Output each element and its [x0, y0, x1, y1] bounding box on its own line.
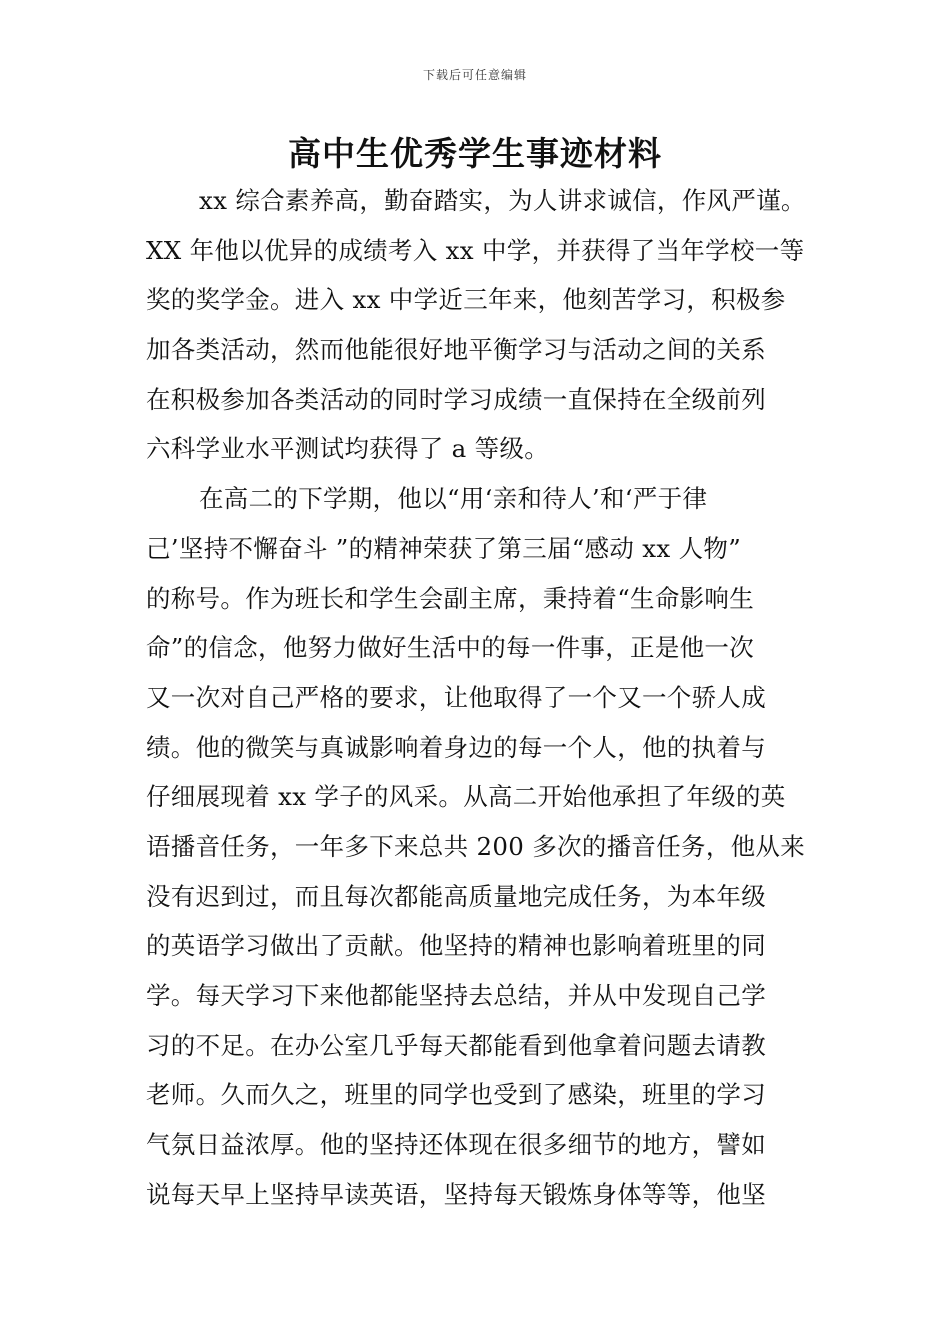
paragraph-2: [146, 474, 816, 1219]
paragraph-line: 又一次对自己严格的要求，让他取得了一个又一个骄人成: [146, 682, 766, 712]
paragraph-line: 奖的奖学金。进入 xx 中学近三年来，他刻苦学习，积极参: [146, 285, 786, 315]
paragraph-line: 习的不足。在办公室几乎每天都能看到他拿着问题去请教: [146, 1030, 766, 1060]
paragraph-1: [146, 176, 816, 474]
paragraph-line: 加各类活动，然而他能很好地平衡学习与活动之间的关系: [146, 335, 766, 365]
document-body: [146, 176, 816, 1219]
paragraph-line: 老师。久而久之，班里的同学也受到了感染，班里的学习: [146, 1080, 766, 1110]
paragraph-line: 六科学业水平测试均获得了 a 等级。: [146, 434, 550, 464]
paragraph-line: XX 年他以优异的成绩考入 xx 中学，并获得了当年学校一等: [146, 235, 805, 265]
paragraph-line: xx 综合素养高，勤奋踏实，为人讲求诚信，作风严谨。: [199, 186, 806, 215]
paragraph-line: 气氛日益浓厚。他的坚持还体现在很多细节的地方，譬如: [146, 1130, 766, 1160]
document-title: 高中生优秀学生事迹材料: [288, 134, 662, 173]
paragraph-line: 没有迟到过，而且每次都能高质量地完成任务，为本年级: [146, 881, 766, 911]
paragraph-line: 说每天早上坚持早读英语，坚持每天锻炼身体等等，他坚: [146, 1179, 766, 1209]
paragraph-line: 的英语学习做出了贡献。他坚持的精神也影响着班里的同: [146, 931, 766, 961]
paragraph-line: 己’坚持不懈奋斗 ”的精神荣获了第三届“感动 xx 人物”: [146, 533, 742, 563]
paragraph-line: 绩。他的微笑与真诚影响着身边的每一个人，他的执着与: [146, 732, 766, 762]
paragraph-line: 语播音任务，一年多下来总共 200 多次的播音任务，他从来: [146, 831, 806, 861]
paragraph-line: 仔细展现着 xx 学子的风采。从高二开始他承担了年级的英: [146, 782, 786, 812]
paragraph-line: 的称号。作为班长和学生会副主席，秉持着“生命影响生: [146, 583, 755, 613]
header-note: 下载后可任意编辑: [422, 68, 527, 82]
paragraph-line: 命”的信念，他努力做好生活中的每一件事，正是他一次: [146, 633, 755, 663]
paragraph-line: 学。每天学习下来他都能坚持去总结，并从中发现自己学: [146, 981, 766, 1010]
paragraph-line: 在高二的下学期，他以“用‘亲和待人’和‘严于律: [199, 484, 708, 514]
paragraph-line: 在积极参加各类活动的同时学习成绩一直保持在全级前列: [146, 384, 766, 414]
